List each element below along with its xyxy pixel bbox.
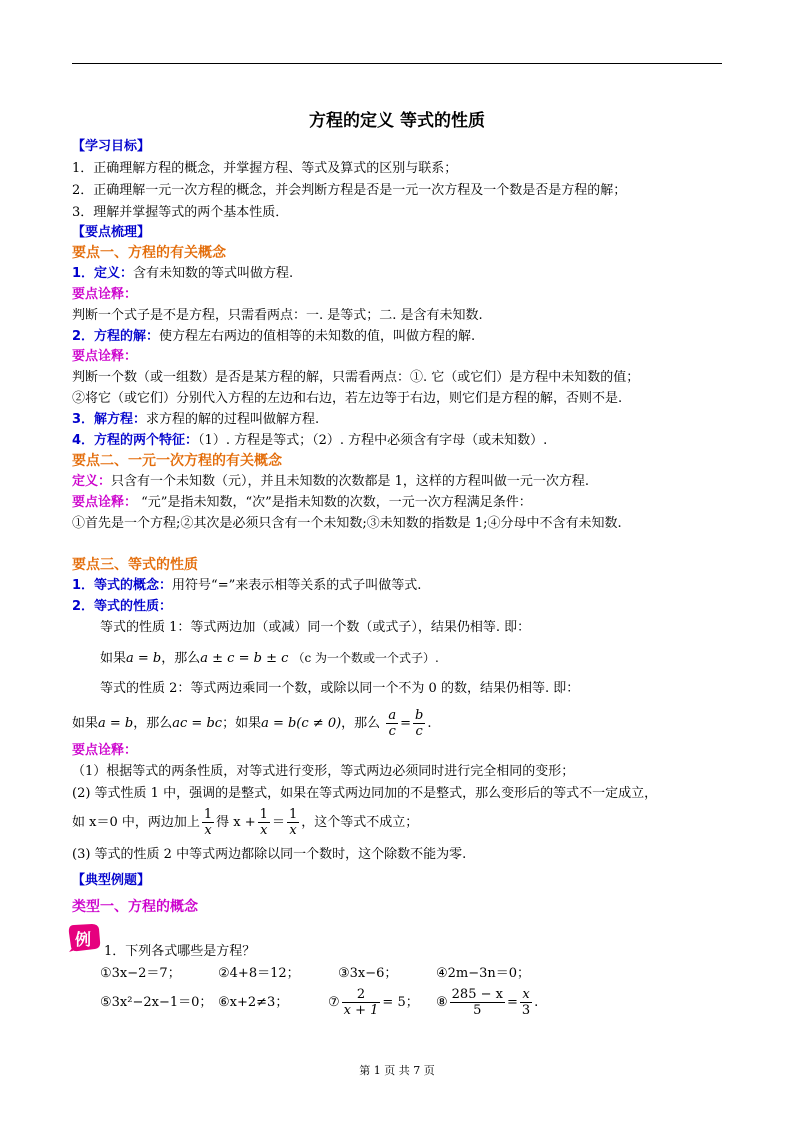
frac-num: 1 bbox=[203, 807, 213, 822]
kp3-note-2: (2) 等式性质 1 中，强调的是整式，如果在等式两边同加的不是整式，那么变形后的等式不一定成立， bbox=[72, 786, 658, 801]
kp3-note-3 bbox=[72, 802, 418, 844]
option-3: ③3x−6； bbox=[338, 966, 398, 981]
kp1-solve bbox=[72, 411, 319, 429]
frac-num: 1 bbox=[259, 807, 268, 822]
kp1-solve-label: 3．解方程： bbox=[72, 412, 147, 427]
example-badge-label: 例 bbox=[75, 930, 92, 949]
kp3-c1-label: 1．等式的概念： bbox=[72, 578, 173, 593]
kp2-definition bbox=[72, 473, 589, 491]
page-title: 方程的定义 等式的性质 bbox=[309, 111, 485, 131]
kp3-concept bbox=[72, 577, 421, 595]
goal-1: 1．正确理解方程的概念，并掌握方程、等式及算式的区别与联系； bbox=[72, 161, 458, 176]
property-1-text: 等式的性质 1：等式两边加（或减）同一个数（或式子），结果仍相等. 即： bbox=[100, 620, 531, 635]
example-badge bbox=[68, 923, 102, 953]
p2-end: . bbox=[427, 716, 432, 731]
kp2-note bbox=[72, 494, 532, 512]
kp1-note1-text: 判断一个式子是不是方程，只需看两点：一. 是等式；二. 是含有未知数. bbox=[72, 308, 483, 323]
option-2: ②4+8＝12； bbox=[218, 966, 300, 981]
p1-eq1: a = b bbox=[126, 651, 162, 666]
option-7 bbox=[328, 982, 419, 1024]
frac-den: x bbox=[289, 823, 297, 838]
fraction-1-over-x bbox=[287, 807, 299, 838]
frac-den: c bbox=[388, 724, 396, 739]
kp2-def-text: 只含有一个未知数（元），并且未知数的次数都是 1，这样的方程叫做一元一次方程. bbox=[111, 474, 590, 489]
p2-eq-sign: = bbox=[400, 716, 411, 731]
kp1-note2-label: 要点诠释： bbox=[72, 349, 138, 364]
p1-eq2: a ± c = b ± c bbox=[200, 651, 289, 666]
p2-then: ，那么 bbox=[133, 716, 173, 731]
kp3-properties-label: 2．等式的性质： bbox=[72, 599, 173, 614]
frac-den: 3 bbox=[521, 1003, 531, 1018]
fraction-x-over-3 bbox=[520, 987, 532, 1018]
section-points-heading: 【要点梳理】 bbox=[72, 225, 151, 240]
p1-note: （c 为一个数或一个式子）. bbox=[292, 651, 439, 665]
n3-pre: 如 x＝0 中，两边加上 bbox=[72, 815, 200, 830]
kp2-conditions: ①首先是一个方程;②其次是必须只含有一个未知数;③未知数的指数是 1;④分母中不含有未知数. bbox=[72, 516, 622, 531]
kp3-note-label: 要点诠释： bbox=[72, 743, 138, 758]
kp1-definition bbox=[72, 265, 293, 283]
option-4: ④2m−3n＝0； bbox=[436, 966, 531, 981]
kp1-features bbox=[72, 432, 547, 450]
n3-eq: ＝ bbox=[271, 815, 285, 830]
option-5: ⑤3x²−2x−1＝0； bbox=[100, 995, 213, 1010]
frac-num: a bbox=[388, 708, 397, 723]
fraction-a-over-c bbox=[386, 708, 398, 739]
opt7-post: = 5； bbox=[382, 995, 419, 1010]
goal-2: 2．正确理解一元一次方程的概念，并会判断方程是否是一元一次方程及一个数是否是方程的解； bbox=[72, 183, 627, 198]
property-2-formula bbox=[72, 702, 431, 746]
p2-eq3: a = b(c ≠ 0) bbox=[261, 716, 342, 731]
question-1: 1．下列各式哪些是方程？ bbox=[104, 944, 256, 959]
n3-get: 得 x + bbox=[216, 815, 256, 830]
frac-den: x + 1 bbox=[343, 1003, 379, 1018]
opt8-eq: = bbox=[506, 995, 518, 1010]
kp1-feat-text: （1）. 方程是等式；（2）. 方程中必须含有字母（或未知数）. bbox=[198, 433, 548, 448]
type1-heading: 类型一、方程的概念 bbox=[72, 899, 198, 915]
n3-post: ，这个等式不成立； bbox=[301, 815, 419, 830]
kp1-note1-label: 要点诠释： bbox=[72, 287, 138, 302]
kp1-feat-label: 4．方程的两个特征： bbox=[72, 433, 199, 448]
header-rule bbox=[72, 63, 722, 64]
kp1-def-text: 含有未知数的等式叫做方程. bbox=[133, 266, 294, 281]
p2-then2: ，那么 bbox=[341, 716, 381, 731]
p2-mid: ；如果 bbox=[222, 716, 262, 731]
kp2-note-label: 要点诠释： bbox=[72, 495, 138, 510]
property-2-text: 等式的性质 2：等式两边乘同一个数，或除以同一个不为 0 的数，结果仍相等. 即： bbox=[100, 681, 580, 696]
kp1-def-label: 1．定义： bbox=[72, 266, 134, 281]
kp2-def-label: 定义： bbox=[72, 474, 112, 489]
p1-if: 如果 bbox=[100, 651, 127, 666]
kp3-note-1: （1）根据等式的两条性质，对等式进行变形，等式两边必须同时进行完全相同的变形； bbox=[72, 764, 575, 779]
frac-num: 1 bbox=[288, 807, 298, 822]
kp1-note2-line1: 判断一个数（或一组数）是否是某方程的解，只需看两点：①. 它（或它们）是方程中未知数的值； bbox=[72, 370, 640, 385]
fraction-285-minus-x-over-5 bbox=[450, 987, 505, 1018]
kp2-heading: 要点二、一元一次方程的有关概念 bbox=[72, 453, 282, 469]
option-1: ①3x−2＝7； bbox=[100, 966, 181, 981]
kp1-solve-text: 求方程的解的过程叫做解方程. bbox=[146, 412, 320, 427]
section-goals-heading: 【学习目标】 bbox=[72, 139, 151, 154]
opt7-pre: ⑦ bbox=[328, 995, 340, 1010]
frac-den: x bbox=[204, 823, 212, 838]
frac-num: 2 bbox=[342, 987, 381, 1003]
frac-den: c bbox=[415, 724, 423, 739]
frac-den: x bbox=[260, 823, 268, 838]
opt8-end: . bbox=[534, 995, 539, 1010]
kp3-heading: 要点三、等式的性质 bbox=[72, 557, 198, 573]
frac-num: 285 − x bbox=[451, 987, 503, 1002]
kp3-c1-text: 用符号“=”来表示相等关系的式子叫做等式. bbox=[172, 578, 422, 593]
opt8-pre: ⑧ bbox=[436, 995, 448, 1010]
p1-then: ，那么 bbox=[161, 651, 201, 666]
fraction-2-over-x-plus-1 bbox=[342, 987, 381, 1018]
goal-3: 3．理解并掌握等式的两个基本性质． bbox=[72, 205, 289, 220]
frac-num: b bbox=[415, 708, 424, 723]
fraction-b-over-c bbox=[413, 708, 425, 739]
kp2-note-text: “元”是指未知数，“次”是指未知数的次数，一元一次方程满足条件： bbox=[137, 495, 532, 510]
page-footer: 第 1 页 共 7 页 bbox=[359, 1064, 435, 1077]
option-8 bbox=[436, 982, 538, 1024]
fraction-1-over-x bbox=[202, 807, 214, 838]
kp1-heading: 要点一、方程的有关概念 bbox=[72, 245, 226, 261]
frac-num: x bbox=[520, 987, 532, 1003]
kp1-sol-label: 2．方程的解： bbox=[72, 329, 160, 344]
kp1-sol-text: 使方程左右两边的值相等的未知数的值，叫做方程的解. bbox=[159, 329, 476, 344]
option-6: ⑥x+2≠3； bbox=[218, 995, 289, 1010]
fraction-1-over-x bbox=[258, 807, 270, 838]
section-examples-heading: 【典型例题】 bbox=[72, 873, 151, 888]
p2-if: 如果 bbox=[72, 716, 99, 731]
kp1-solution bbox=[72, 328, 475, 346]
property-1-formula bbox=[100, 649, 439, 668]
kp1-note2-line2: ②将它（或它们）分别代入方程的左边和右边，若左边等于右边，则它们是方程的解，否则不是. bbox=[72, 391, 623, 406]
p2-eq1: a = b bbox=[98, 716, 134, 731]
kp3-note-4: (3) 等式的性质 2 中等式两边都除以同一个数时，这个除数不能为零. bbox=[72, 847, 467, 862]
frac-den: 5 bbox=[473, 1003, 482, 1018]
p2-eq2: ac = bc bbox=[172, 716, 223, 731]
